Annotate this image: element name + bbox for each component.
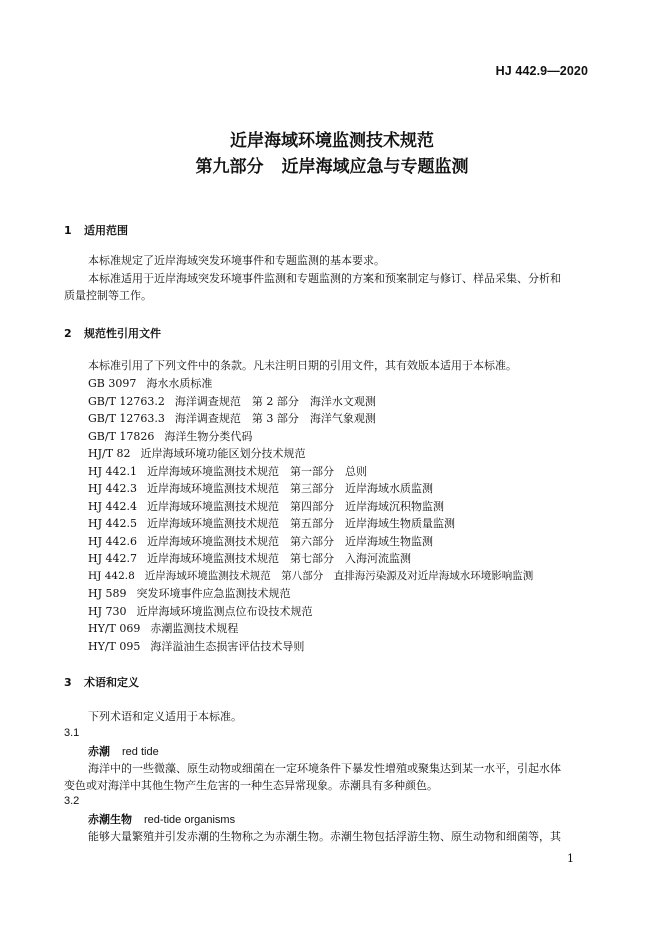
standard-code: HJ 442.9—2020 [495,64,588,78]
term-english: red tide [122,746,159,758]
reference-item: HJ 442.6 近岸海域环境监测技术规范 第六部分 近岸海域生物监测 [88,534,433,548]
term-heading [88,811,584,829]
reference-item: HY/T 095 海洋溢油生态损害评估技术导则 [88,639,305,653]
term-english: red-tide organisms [144,814,236,826]
reference-item: HJ 442.1 近岸海域环境监测技术规范 第一部分 总则 [88,464,367,478]
document-title: 近岸海域环境监测技术规范 [230,131,434,151]
reference-list [88,375,533,655]
reference-item: HY/T 069 赤潮监测技术规程 [88,622,239,635]
reference-item: GB/T 17826 海洋生物分类代码 [88,429,253,443]
reference-item: HJ 730 近岸海域环境监测点位布设技术规范 [88,604,313,618]
reference-item: HJ 442.5 近岸海域环境监测技术规范 第五部分 近岸海域生物质量监测 [88,517,455,530]
page-number: 1 [567,852,574,865]
paragraph: 下列术语和定义适用于本标准。 [88,710,242,723]
term-heading [88,743,584,761]
reference-item: GB 3097 海水水质标准 [88,377,213,390]
section-number: 1 [64,224,72,237]
clause-number: 3.1 [64,727,80,739]
term-definition: 海洋中的一些微藻、原生动物或细菌在一定环境条件下暴发性增殖或聚集达到某一水平，引起水体 [88,762,561,775]
section-2-heading [64,325,161,341]
paragraph: 本标准规定了近岸海域突发环境事件和专题监测的基本要求。 [88,254,385,267]
term-definition: 能够大量繁殖并引发赤潮的生物称之为赤潮生物。赤潮生物包括浮游生物、原生动物和细菌等，其 [88,830,561,843]
section-title: 规范性引用文件 [84,327,161,340]
term-chinese: 赤潮 [88,745,110,758]
reference-item: HJ 589 突发环境事件应急监测技术规范 [88,587,291,600]
section-title: 适用范围 [84,224,128,237]
section-title: 术语和定义 [84,676,139,689]
section-3-heading [64,674,139,690]
reference-item: HJ/T 82 近岸海域环境功能区划分技术规范 [88,447,306,460]
term-chinese: 赤潮生物 [88,813,132,826]
reference-item: HJ 442.3 近岸海域环境监测技术规范 第三部分 近岸海域水质监测 [88,482,433,495]
section-number: 3 [64,676,72,689]
paragraph-continued: 质量控制等工作。 [64,289,152,302]
subtitle-name: 近岸海域应急与专题监测 [281,157,469,177]
subtitle-part: 第九部分 [195,157,264,177]
reference-item: GB/T 12763.2 海洋调查规范 第 2 部分 海洋水文观测 [88,394,376,408]
reference-item: HJ 442.8 近岸海域环境监测技术规范 第八部分 直排海污染源及对近岸海域水环境影响监测 [88,569,534,582]
section-number: 2 [64,327,72,340]
reference-item: GB/T 12763.3 海洋调查规范 第 3 部分 海洋气象观测 [88,412,376,425]
term-definition-continued: 变色或对海洋中其他生物产生危害的一种生态异常现象。赤潮具有多种颜色。 [64,779,438,792]
section-1-heading [64,222,128,238]
paragraph: 本标准适用于近岸海域突发环境事件监测和专题监测的方案和预案制定与修订、样品采集、分析和 [88,272,561,285]
reference-item: HJ 442.4 近岸海域环境监测技术规范 第四部分 近岸海域沉积物监测 [88,499,444,513]
clause-number: 3.2 [64,795,80,807]
paragraph: 本标准引用了下列文件中的条款。凡未注明日期的引用文件，其有效版本适用于本标准。 [88,359,517,372]
document-subtitle [0,152,664,177]
reference-item: HJ 442.7 近岸海域环境监测技术规范 第七部分 入海河流监测 [88,552,411,565]
